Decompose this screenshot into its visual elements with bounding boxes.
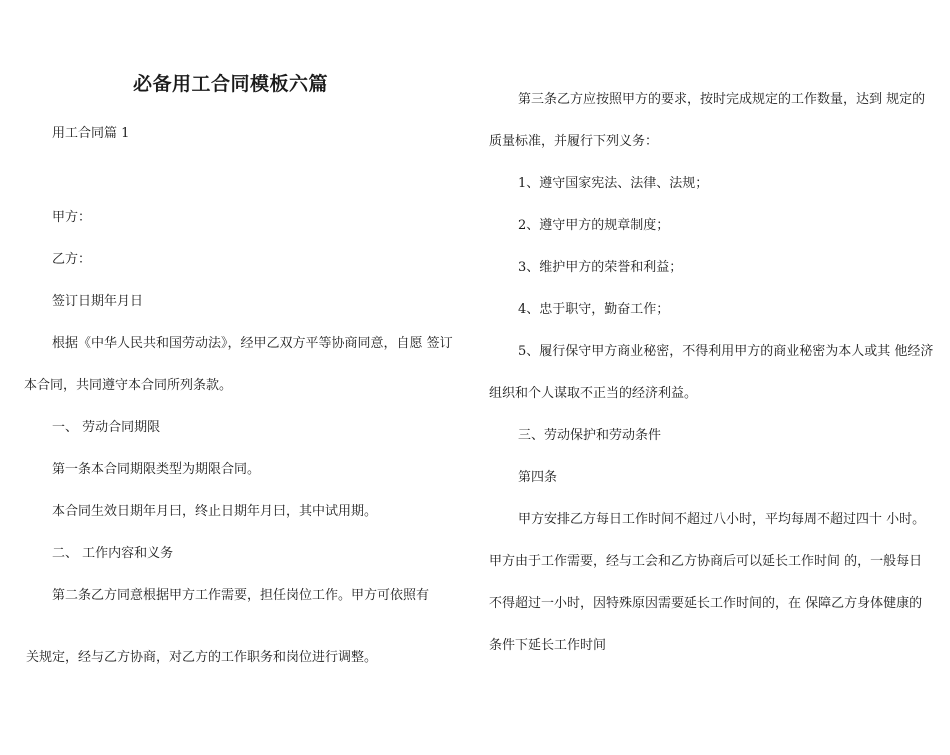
- article-2-line-2: 关规定，经与乙方协商，对乙方的工作职务和岗位进行调整。: [26, 650, 378, 665]
- duty-item-5-line-1: 5、履行保守甲方商业秘密，不得利用甲方的商业秘密为本人或其 他经济: [518, 344, 934, 359]
- article-1-text: 第一条本合同期限类型为期限合同。: [52, 462, 261, 477]
- article-2-line-1: 第二条乙方同意根据甲方工作需要，担任岗位工作。甲方可依照有: [52, 588, 430, 603]
- working-hours-line-2: 甲方由于工作需要，经与工会和乙方协商后可以延长工作时间 的，一般每日: [489, 554, 923, 569]
- duty-item-3: 3、维护甲方的荣誉和利益；: [518, 260, 683, 275]
- duty-item-4: 4、忠于职守，勤奋工作；: [518, 302, 670, 317]
- duty-item-1: 1、遵守国家宪法、法律、法规；: [518, 176, 709, 191]
- party-a-label: 甲方：: [52, 210, 92, 225]
- working-hours-line-1: 甲方安排乙方每日工作时间不超过八小时，平均每周不超过四十 小时。: [518, 512, 926, 527]
- effective-period-text: 本合同生效日期年月曰，终止日期年月曰，其中试用期。: [52, 504, 378, 519]
- duty-item-2: 2、遵守甲方的规章制度；: [518, 218, 670, 233]
- article-3-line-1: 第三条乙方应按照甲方的要求，按时完成规定的工作数量，达到 规定的: [518, 92, 926, 107]
- working-hours-line-3: 不得超过一小时，因特殊原因需要延长工作时间的，在 保障乙方身体健康的: [489, 596, 923, 611]
- article-3-line-2: 质量标准，并履行下列义务：: [489, 134, 659, 149]
- intro-paragraph-line-2: 本合同，共同遵守本合同所列条款。: [24, 378, 233, 393]
- working-hours-line-4: 条件下延长工作时间: [489, 638, 607, 653]
- contract-subtitle: 用工合同篇 1: [52, 126, 130, 141]
- article-4-heading: 第四条: [518, 470, 558, 485]
- sign-date-label: 签订日期年月日: [52, 294, 144, 309]
- intro-paragraph-line-1: 根据《中华人民共和国劳动法》，经甲乙双方平等协商同意，自愿 签订: [52, 336, 453, 351]
- section-2-heading: 二、 工作内容和义务: [52, 546, 174, 561]
- section-3-heading: 三、劳动保护和劳动条件: [518, 428, 662, 443]
- document-title: 必备用工合同模板六篇: [133, 73, 329, 95]
- section-1-heading: 一、 劳动合同期限: [52, 420, 161, 435]
- party-b-label: 乙方：: [52, 252, 92, 267]
- duty-item-5-line-2: 组织和个人谋取不正当的经济利益。: [489, 386, 698, 401]
